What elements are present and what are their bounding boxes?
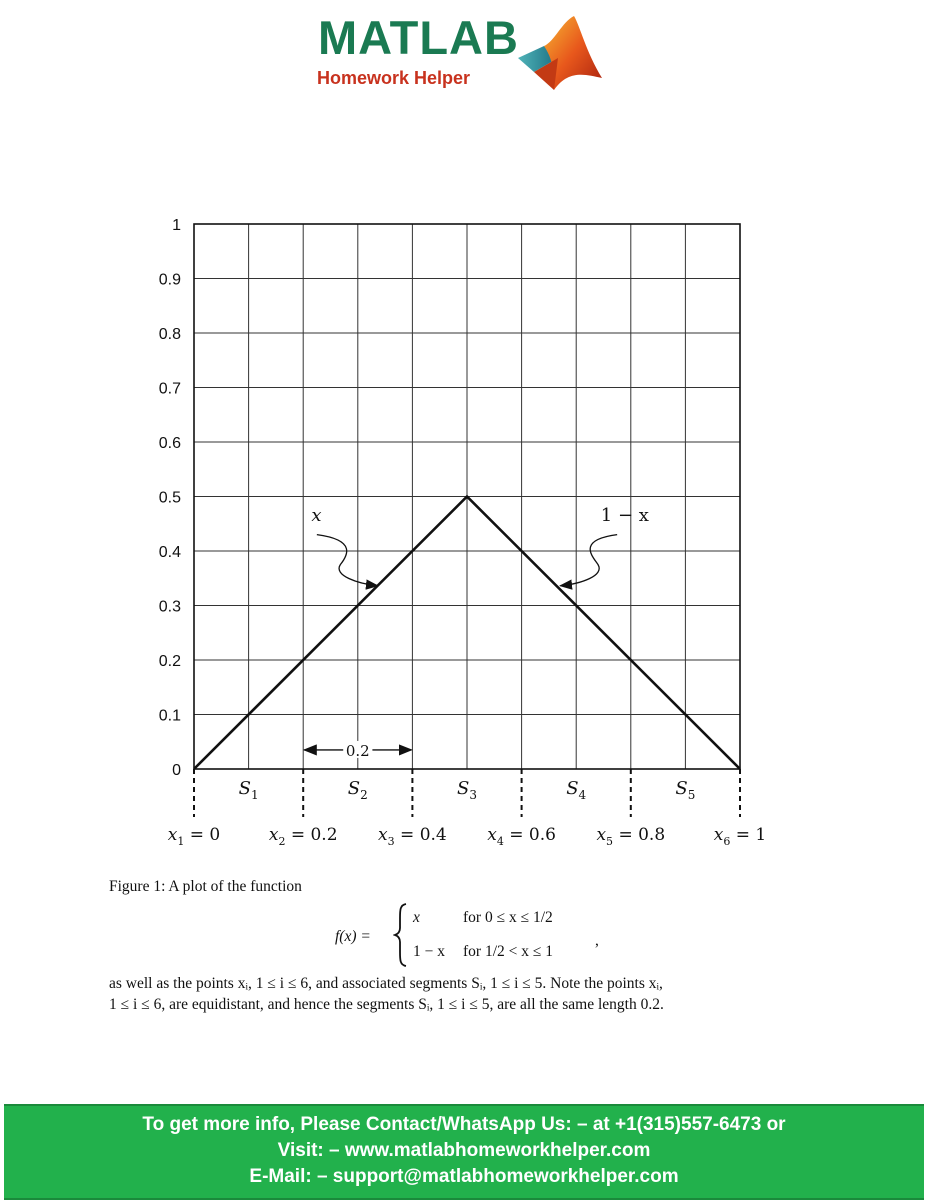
formula-comma: , (595, 932, 599, 949)
point-label: $x_6 = 1$ (713, 825, 767, 848)
y-tick-label: 0.6 (158, 435, 181, 452)
case-1-expr: x (413, 909, 420, 926)
case-2-cond: for 1/2 < x ≤ 1 (463, 943, 554, 960)
logo-name: MATLAB (318, 11, 519, 64)
point-label: $x_5 = 0.8$ (596, 825, 666, 848)
left-brace-icon (393, 902, 409, 968)
y-tick-label: 0.9 (158, 271, 181, 289)
point-label: $x_4 = 0.6$ (487, 825, 556, 848)
y-tick-label: 0.7 (158, 380, 181, 398)
y-tick-label: 0.8 (158, 326, 181, 343)
point-label: $x_3 = 0.4$ (378, 825, 447, 848)
annotation-label-x: x (311, 505, 322, 527)
annotation-arrow-x (317, 535, 378, 586)
footer-email-line[interactable]: E-Mail: – support@matlabhomeworkhelper.com (249, 1166, 679, 1187)
y-tick-label: 0.4 (158, 544, 181, 561)
y-tick-label: 0.2 (158, 653, 181, 670)
formula-lhs: f(x) = (335, 928, 371, 945)
footer-contact-line: To get more info, Please Contact/WhatsApp Us: – at +1(315)557-6473 or (142, 1114, 786, 1135)
y-tick-label: 0.5 (158, 489, 181, 507)
segment-label: $S_2$ (347, 778, 368, 802)
caption-line-2: 1 ≤ i ≤ 6, are equidistant, and hence the segments Sᵢ, 1 ≤ i ≤ 5, are all the same length 0.2. (109, 996, 664, 1013)
y-tick-label: 0.1 (158, 707, 181, 725)
point-label: $x_1 = 0$ (167, 825, 221, 848)
contact-footer-banner (4, 1104, 924, 1200)
logo-tagline: Homework Helper (317, 68, 471, 88)
case-1-cond: for 0 ≤ x ≤ 1/2 (463, 909, 553, 926)
segment-label: $S_3$ (457, 778, 477, 802)
segment-label: $S_1$ (238, 778, 259, 802)
caption-body (109, 973, 839, 1015)
caption-title: Figure 1: A plot of the function (109, 878, 302, 895)
point-label: $x_2 = 0.2$ (268, 825, 338, 848)
y-tick-label: 0.3 (158, 598, 181, 616)
segment-label: $S_5$ (675, 778, 696, 802)
case-2-expr: 1 − x (413, 943, 445, 960)
piecewise-formula (335, 902, 635, 968)
footer-website-line[interactable]: Visit: – www.matlabhomeworkhelper.com (277, 1140, 651, 1161)
width-marker-label: 0.2 (345, 741, 370, 760)
caption-line-1: as well as the points xᵢ, 1 ≤ i ≤ 6, and associated segments Sᵢ, 1 ≤ i ≤ 5. Note the points xᵢ, (109, 975, 663, 992)
y-tick-label: 0 (172, 762, 181, 779)
y-tick-label: 1 (172, 217, 181, 234)
segment-label: $S_4$ (566, 778, 587, 802)
annotation-arrow-1-minus-x (560, 535, 617, 586)
annotation-label-1-minus-x: 1 − x (600, 505, 649, 527)
